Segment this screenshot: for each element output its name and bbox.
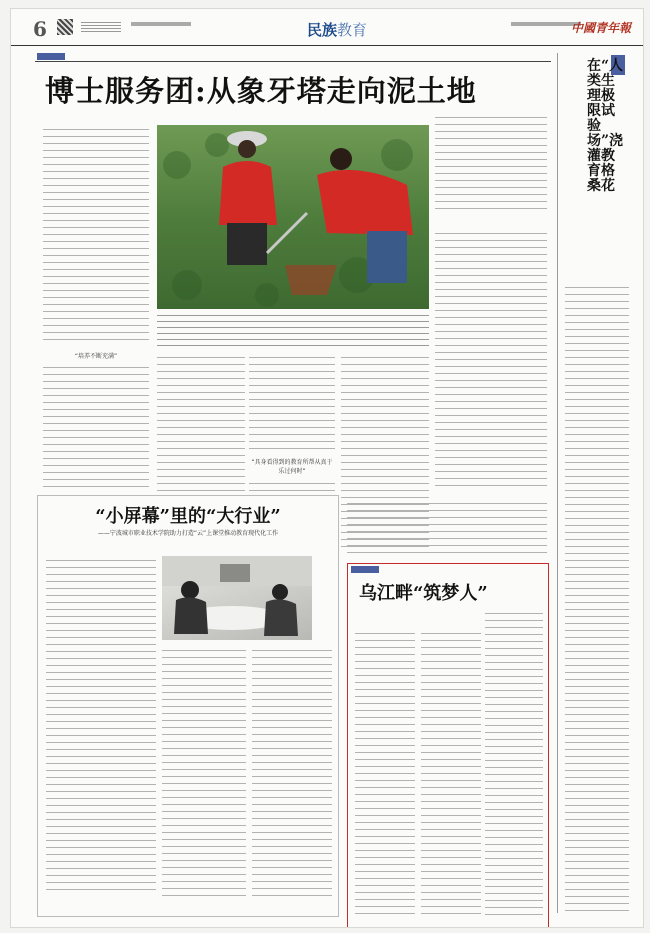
right-headline: 在“人类生理极限试验场”浇灌教育格桑花 xyxy=(587,58,624,194)
lead-headline: 博士服务团:从象牙塔走向泥土地 xyxy=(45,74,477,108)
box-subtitle: ——宁波城市职业技术学院助力打造“云”上课堂推动教育现代化工作 xyxy=(97,530,279,537)
mid-pullquote: “具身看得到的教育所帮从真于乐过何时” xyxy=(251,459,333,475)
column-divider xyxy=(557,53,558,913)
header-editors xyxy=(131,22,191,26)
highlight-text-col3 xyxy=(485,609,543,919)
lead-text-col2 xyxy=(435,113,547,213)
box-text-col1 xyxy=(46,556,156,896)
feature-box xyxy=(37,495,339,917)
highlight-byline xyxy=(359,617,389,621)
lead-tag xyxy=(37,53,65,60)
box-text-col3 xyxy=(252,646,332,901)
highlight-headline: 乌江畔“筑梦人” xyxy=(359,583,488,604)
highlight-text-col1 xyxy=(355,629,415,919)
highlight-text-col2 xyxy=(421,629,481,919)
box-photo xyxy=(162,556,312,640)
lead-text-col2b xyxy=(435,229,547,489)
masthead-logo: 中國青年報 xyxy=(570,21,631,35)
right-text xyxy=(565,283,629,913)
qr-code-icon xyxy=(57,19,73,35)
mid-text-col2 xyxy=(249,353,335,453)
section-title xyxy=(307,19,367,40)
lead-byline xyxy=(43,113,121,117)
lead-text-col1b xyxy=(43,363,149,488)
highlight-tag xyxy=(351,566,379,573)
box-headline: “小屏幕”里的“大行业” xyxy=(95,506,281,527)
lead-rule xyxy=(35,61,551,62)
mid-text-col2b xyxy=(249,479,335,491)
page-number: 6 xyxy=(33,17,47,41)
box-text-col2 xyxy=(162,646,246,901)
section-sub: 教育 xyxy=(337,21,368,39)
lead-continuation xyxy=(347,499,547,555)
mid-text-col1 xyxy=(157,353,245,493)
page-header xyxy=(11,9,643,46)
right-byline xyxy=(567,271,627,275)
lead-photo xyxy=(157,125,429,309)
field-scene-image xyxy=(157,125,429,309)
classroom-image xyxy=(162,556,312,640)
header-meta xyxy=(81,22,121,32)
section-main: 民族 xyxy=(307,21,338,39)
newspaper-page xyxy=(10,8,644,928)
photo-caption xyxy=(157,312,429,346)
lead-subhead: “培养不断充满” xyxy=(74,353,118,360)
lead-text-col1 xyxy=(43,125,149,345)
